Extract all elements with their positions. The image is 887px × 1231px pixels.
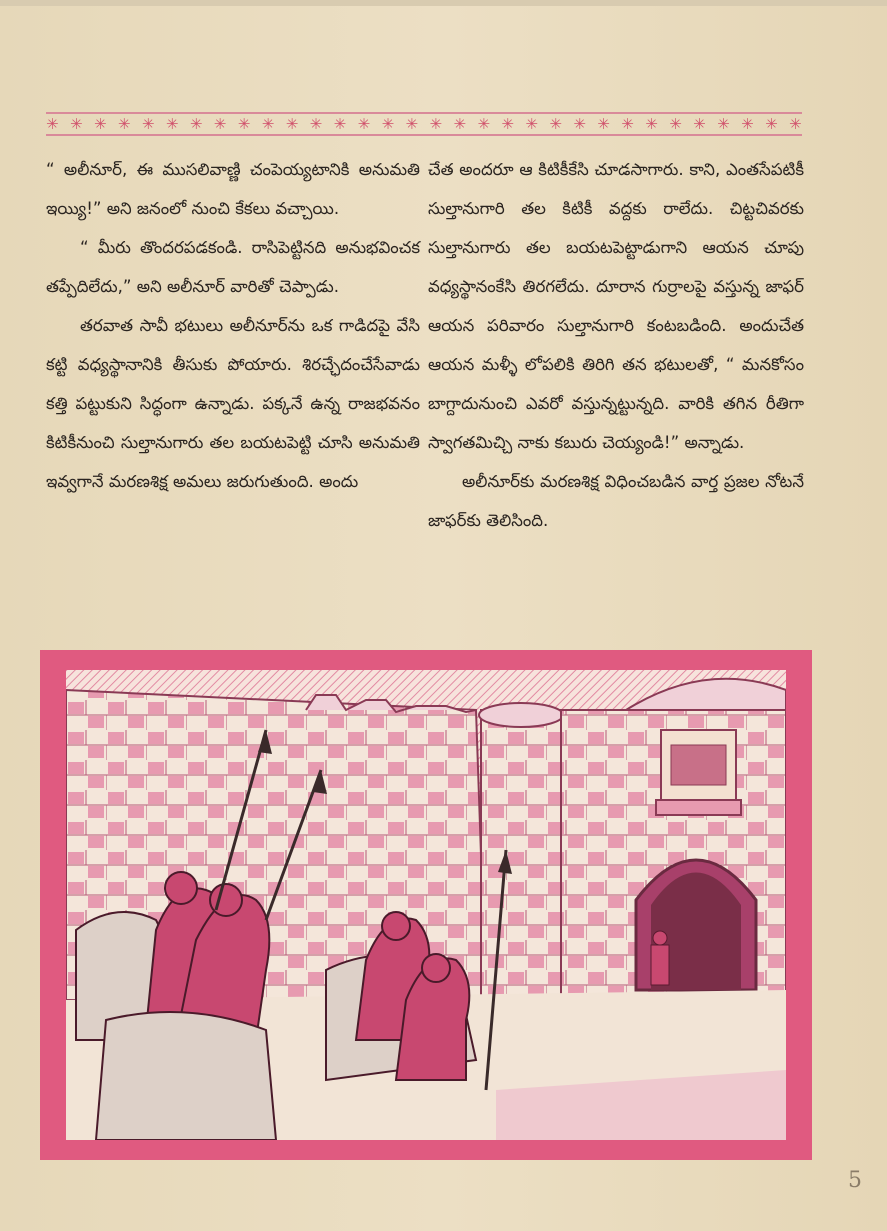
text-column-right xyxy=(428,150,804,540)
ornament-star-icon: ✳ xyxy=(309,115,323,133)
ornament-star-icon: ✳ xyxy=(189,115,203,133)
ornament-star-icon: ✳ xyxy=(789,115,802,133)
ornament-star-icon: ✳ xyxy=(429,115,443,133)
ornament-border xyxy=(46,112,802,136)
ornament-star-icon: ✳ xyxy=(141,115,155,133)
paragraph: అలీనూర్‌కు మరణశిక్ష విధించబడిన వార్త ప్రజల నోటనే జాఫర్‌కు తెలిసింది. xyxy=(428,472,804,530)
ornament-star-icon: ✳ xyxy=(525,115,538,133)
ornament-star-icon: ✳ xyxy=(93,115,107,133)
ornament-star-icon: ✳ xyxy=(381,115,395,133)
fortress-scene-illustration xyxy=(66,670,786,1140)
paragraph: “ మీరు తొందరపడకండి. రాసిపెట్టినది అనుభవించక తప్పేదిలేదు,” అని అలీనూర్ వారితో చెప్పాడు. xyxy=(46,238,420,296)
paragraph: చేత అందరూ ఆ కిటికీకేసి చూడసాగారు. కాని, ఎంతసేపటికీ సుల్తానుగారి తల కిటికీ వద్దకు రాలేదు. చిట్టచివరకు సుల్తానుగారు తల బయటపెట్టాడుగాని ఆయన చూపు వధ్యస్థానంకేసి తిరగలేదు. దూరాన గుర్రాలపై వస్తున్న జాఫర్ ఆయన పరివారం సుల్తానుగారి కంటబడింది. అందుచేత ఆయన మళ్ళీ లోపలికి తిరిగి తన భటులతో, “ మనకోసం బాగ్దాదునుంచి ఎవరో వస్తున్నట్టున్నది. వారికి తగిన రీతిగా స్వాగతమిచ్చి నాకు కబురు చెయ్యండి!” అన్నాడు. xyxy=(428,160,804,452)
ornament-star-icon: ✳ xyxy=(261,115,275,133)
ornament-star-icon: ✳ xyxy=(333,115,347,133)
ornament-star-icon: ✳ xyxy=(597,115,610,133)
ornament-star-icon: ✳ xyxy=(237,115,251,133)
ornament-star-icon: ✳ xyxy=(69,115,83,133)
paragraph: “ అలీనూర్, ఈ ముసలివాణ్ణి చంపెయ్యటానికి అనుమతి ఇయ్యి!” అని జనంలో నుంచి కేకలు వచ్చాయి. xyxy=(46,160,420,218)
paragraph: తరవాత సావీ భటులు అలీనూర్‌ను ఒక గాడిదపై వేసి కట్టి వధ్యస్థానానికి తీసుకు పోయారు. శిరచ్ఛేదంచేసేవాడు కత్తి పట్టుకుని సిద్ధంగా ఉన్నాడు. పక్కనే ఉన్న రాజభవనం కిటికీనుంచి సుల్తానుగారు తల బయటపెట్టి చూసి అనుమతి ఇవ్వగానే మరణశిక్ష అమలు జరుగుతుంది. అందు xyxy=(46,316,420,491)
illustration xyxy=(66,670,786,1140)
ornament-star-icon: ✳ xyxy=(645,115,658,133)
illustration-frame xyxy=(40,650,812,1160)
ornament-star-icon: ✳ xyxy=(46,115,59,133)
ornament-line-bottom xyxy=(46,134,802,136)
ornament-star-icon: ✳ xyxy=(117,115,131,133)
ornament-star-icon: ✳ xyxy=(405,115,419,133)
ornament-star-icon: ✳ xyxy=(741,115,754,133)
ornament-star-icon: ✳ xyxy=(165,115,179,133)
ornament-star-icon: ✳ xyxy=(669,115,682,133)
top-edge xyxy=(0,0,887,6)
ornament-star-icon: ✳ xyxy=(765,115,778,133)
page-number: 5 xyxy=(848,1168,862,1193)
text-column-left xyxy=(46,150,420,501)
ornament-star-icon: ✳ xyxy=(213,115,227,133)
ornament-star-icon: ✳ xyxy=(717,115,730,133)
ornament-star-icon: ✳ xyxy=(549,115,562,133)
ornament-star-icon: ✳ xyxy=(453,115,467,133)
ornament-star-icon: ✳ xyxy=(285,115,299,133)
ornament-star-icon: ✳ xyxy=(357,115,371,133)
ornament-star-icon: ✳ xyxy=(693,115,706,133)
ornament-star-icon: ✳ xyxy=(573,115,586,133)
ornament-star-icon: ✳ xyxy=(477,115,491,133)
ornament-star-icon: ✳ xyxy=(501,115,514,133)
ornament-star-icon: ✳ xyxy=(621,115,634,133)
